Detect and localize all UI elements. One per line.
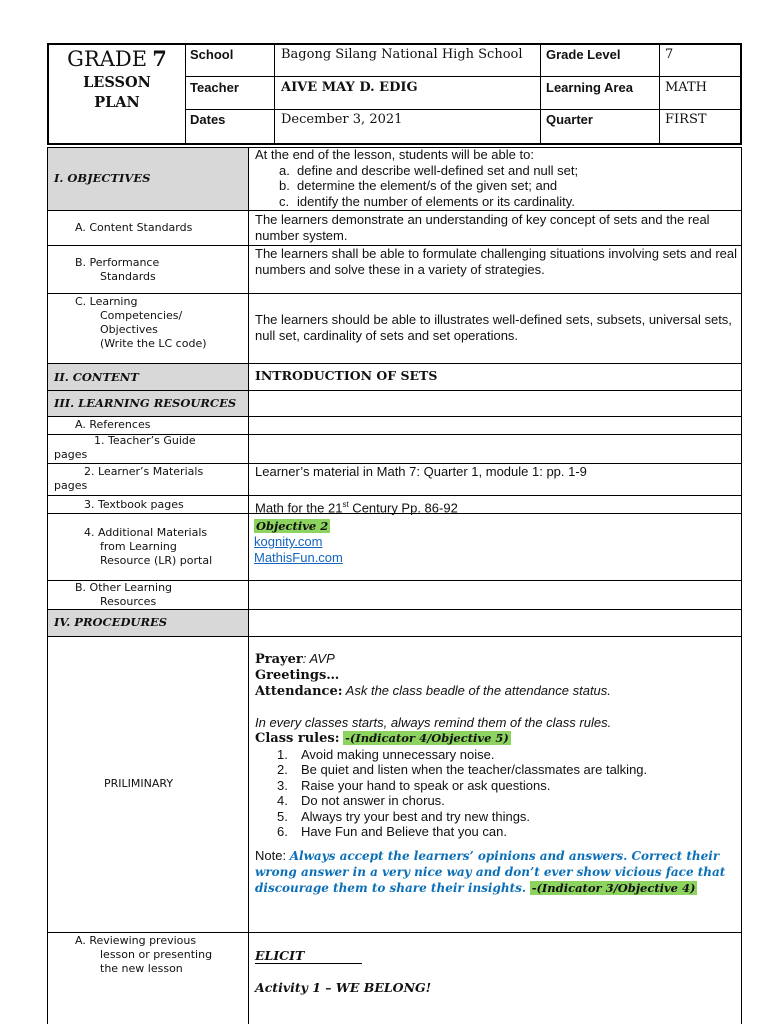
objective-item: c. identify the number of elements or its cardinality.	[279, 193, 575, 209]
learners-materials-label: 2. Learner’s Materials pages	[54, 465, 204, 492]
resources-label: III. LEARNING RESOURCES	[54, 396, 237, 410]
objectives-content	[255, 147, 739, 209]
additional-materials-label: 4. Additional Materials from Learning Resource (LR) portal	[84, 526, 213, 567]
objective-item: b. determine the element/s of the given set; and	[279, 178, 558, 193]
grade-word: GRADE	[67, 47, 148, 71]
objectives-intro: At the end of the lesson, students will be able to:	[255, 147, 534, 162]
competencies-value: The learners should be able to illustrates well-defined sets, subsets, universal sets, null set, cardinality of sets and set operations.	[255, 312, 732, 343]
objective-item: a. define and describe well-defined set and null set;	[279, 162, 579, 178]
additional-materials-value	[254, 515, 343, 566]
content-label: II. CONTENT	[54, 370, 139, 384]
objectives-list	[255, 163, 739, 210]
reviewing-label: A. Reviewing previous lesson or presenting the new lesson	[75, 934, 213, 975]
rule-item: 2. Be quiet and listen when the teacher/classmates are talking.	[277, 762, 648, 777]
elicit-heading: ELICIT	[255, 948, 362, 964]
rule-item: 4. Do not answer in chorus.	[277, 793, 445, 808]
performance-standards-label: B. Performance Standards	[75, 256, 160, 283]
dates-label: Dates	[190, 112, 226, 127]
kognity-link[interactable]: kognity.com	[254, 534, 323, 549]
teacher-value: AIVE MAY D. EDIG	[281, 80, 418, 95]
other-resources-label: B. Other Learning Resources	[75, 581, 173, 608]
teachers-guide-label: 1. Teacher’s Guide pages	[54, 434, 196, 461]
activity-heading: Activity 1 – WE BELONG!	[255, 980, 432, 995]
textbook-label: 3. Textbook pages	[84, 498, 184, 511]
grade-level-label: Grade Level	[546, 47, 621, 62]
note-label: Note:	[255, 847, 287, 863]
objectives-label: I. OBJECTIVES	[54, 171, 151, 185]
content-value: INTRODUCTION OF SETS	[255, 368, 438, 383]
indicator-3-tag: -(Indicator 3/Objective 4)	[531, 880, 696, 895]
content-standards-value: The learners demonstrate an understanding of key concept of sets and the real number system.	[255, 212, 710, 243]
objective-2-tag: Objective 2	[256, 519, 329, 533]
lesson-plan-line2: PLAN	[94, 94, 140, 111]
grade-number: 7	[152, 46, 167, 71]
dates-value: December 3, 2021	[281, 112, 403, 127]
preliminary-content	[255, 651, 739, 896]
note-block	[255, 848, 737, 897]
mathisfun-link[interactable]: MathisFun.com	[254, 550, 343, 565]
grade-title	[49, 46, 185, 71]
textbook-value: Math for the 21st Century Pp. 86-92	[255, 500, 458, 516]
lesson-plan-title	[49, 73, 185, 113]
attendance-line: Attendance: Ask the class beadle of the attendance status.	[255, 683, 611, 699]
prayer-line: Prayer: AVP	[255, 651, 335, 667]
quarter-label: Quarter	[546, 112, 593, 127]
lesson-plan-line1: LESSON	[83, 74, 151, 91]
learners-materials-value: Learner’s material in Math 7: Quarter 1, module 1: pp. 1-9	[255, 464, 587, 479]
greetings-line: Greetings…	[255, 667, 340, 683]
class-rules-list	[255, 747, 739, 840]
rule-item: 6. Have Fun and Believe that you can.	[277, 824, 507, 839]
quarter-value: FIRST	[665, 112, 707, 127]
indicator-4-tag: -(Indicator 4/Objective 5)	[345, 731, 509, 745]
note-text: Always accept the learners’ opinions and answers. Correct their wrong answer in a very nice way and don’t ever show vicious face that discourage them to share their insights.	[255, 848, 726, 895]
school-value: Bagong Silang National High School	[281, 47, 523, 62]
procedures-label: IV. PROCEDURES	[54, 615, 168, 629]
teacher-label: Teacher	[190, 80, 239, 95]
reminder-line: In every classes starts, always remind them of the class rules.	[255, 714, 612, 730]
school-label: School	[190, 47, 234, 62]
competencies-label: C. Learning Competencies/ Objectives (Write the LC code)	[75, 295, 207, 350]
references-label: A. References	[75, 418, 151, 431]
learning-area-label: Learning Area	[546, 80, 633, 95]
learning-area-value: MATH	[665, 80, 707, 95]
class-rules-line: Class rules: -(Indicator 4/Objective 5)	[255, 731, 509, 746]
performance-standards-value: The learners shall be able to formulate challenging situations involving sets and real numbers and solve these in a variety of strategies.	[255, 246, 738, 277]
rule-item: 1. Avoid making unnecessary noise.	[277, 746, 495, 762]
rule-item: 5. Always try your best and try new things.	[277, 808, 531, 824]
preliminary-label: PRILIMINARY	[104, 777, 174, 790]
content-standards-label: A. Content Standards	[75, 221, 193, 234]
rule-item: 3. Raise your hand to speak or ask questions.	[277, 777, 551, 793]
grade-level-value: 7	[665, 47, 674, 62]
